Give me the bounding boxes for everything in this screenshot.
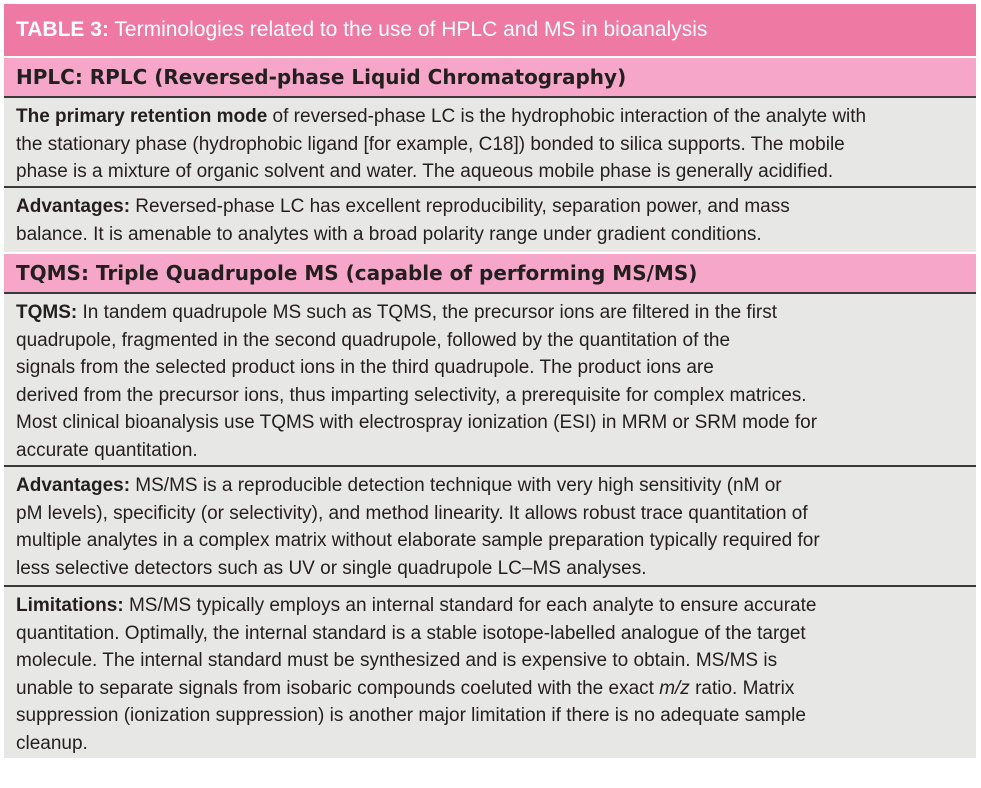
text-line: Advantages: Reversed-phase LC has excellent reproducibility, separation power, and mass bbox=[16, 196, 790, 217]
table-number: TABLE 3: bbox=[16, 18, 109, 41]
text-line: The primary retention mode of reversed-phase LC is the hydrophobic interaction of the analyte with bbox=[16, 106, 867, 127]
table-title bbox=[4, 4, 976, 56]
cell-tqms bbox=[4, 294, 976, 465]
text-line: cleanup. bbox=[16, 732, 88, 754]
cell-label: TQMS: bbox=[16, 302, 78, 323]
text-line: suppression (ionization suppression) is another major limitation if there is no adequate sample bbox=[16, 705, 806, 726]
text-line: less selective detectors such as UV or single quadrupole LC–MS analyses. bbox=[16, 557, 647, 579]
text-line: TQMS: In tandem quadrupole MS such as TQMS, the precursor ions are filtered in the first bbox=[16, 302, 778, 323]
text-line: quantitation. Optimally, the internal standard is a stable isotope-labelled analogue of the target bbox=[16, 622, 806, 644]
text-line: Limitations: MS/MS typically employs an internal standard for each analyte to ensure accurate bbox=[16, 595, 817, 616]
section-heading-tqms: TQMS: Triple Quadrupole MS (capable of performing MS/MS) bbox=[4, 254, 976, 292]
text-line: derived from the precursor ions, thus imparting selectivity, a prerequisite for complex matrices. bbox=[16, 384, 807, 406]
cell-label: Advantages: bbox=[16, 475, 131, 496]
cell-msms-advantages bbox=[4, 467, 976, 585]
mz-term: m/z bbox=[659, 677, 690, 699]
text-line: phase is a mixture of organic solvent and water. The aqueous mobile phase is generally acidified. bbox=[16, 161, 834, 182]
cell-label: Limitations: bbox=[16, 595, 124, 616]
text-line: Advantages: MS/MS is a reproducible detection technique with very high sensitivity (nM or bbox=[16, 475, 782, 496]
text-line: the stationary phase (hydrophobic ligand [for example, C18]) bonded to silica supports. The mobile bbox=[16, 133, 845, 155]
text-line: Most clinical bioanalysis use TQMS with electrospray ionization (ESI) in MRM or SRM mode for bbox=[16, 412, 818, 433]
text-line: multiple analytes in a complex matrix without elaborate sample preparation typically required for bbox=[16, 530, 820, 551]
text-line: molecule. The internal standard must be synthesized and is expensive to obtain. MS/MS is bbox=[16, 650, 778, 671]
text-line: signals from the selected product ions in the third quadrupole. The product ions are bbox=[16, 357, 714, 378]
text-line: accurate quantitation. bbox=[16, 439, 198, 461]
cell-label: The primary retention mode bbox=[16, 106, 268, 127]
cell-msms-limitations bbox=[4, 587, 976, 758]
text-line: balance. It is amenable to analytes with a broad polarity range under gradient conditions. bbox=[16, 223, 762, 245]
cell-retention-mode bbox=[4, 98, 976, 186]
text-line: unable to separate signals from isobaric compounds coeluted with the exact m/z ratio. Matrix bbox=[16, 677, 795, 699]
cell-label: Advantages: bbox=[16, 196, 131, 217]
cell-rplc-advantages bbox=[4, 188, 976, 252]
text-line: quadrupole, fragmented in the second quadrupole, followed by the quantitation of the bbox=[16, 329, 731, 351]
section-heading-hplc: HPLC: RPLC (Reversed-phase Liquid Chromatography) bbox=[4, 58, 976, 96]
text-line: pM levels), specificity (or selectivity), and method linearity. It allows robust trace quantitation of bbox=[16, 502, 808, 524]
terminology-table bbox=[4, 4, 976, 758]
table-caption: Terminologies related to the use of HPLC and MS in bioanalysis bbox=[108, 18, 708, 41]
